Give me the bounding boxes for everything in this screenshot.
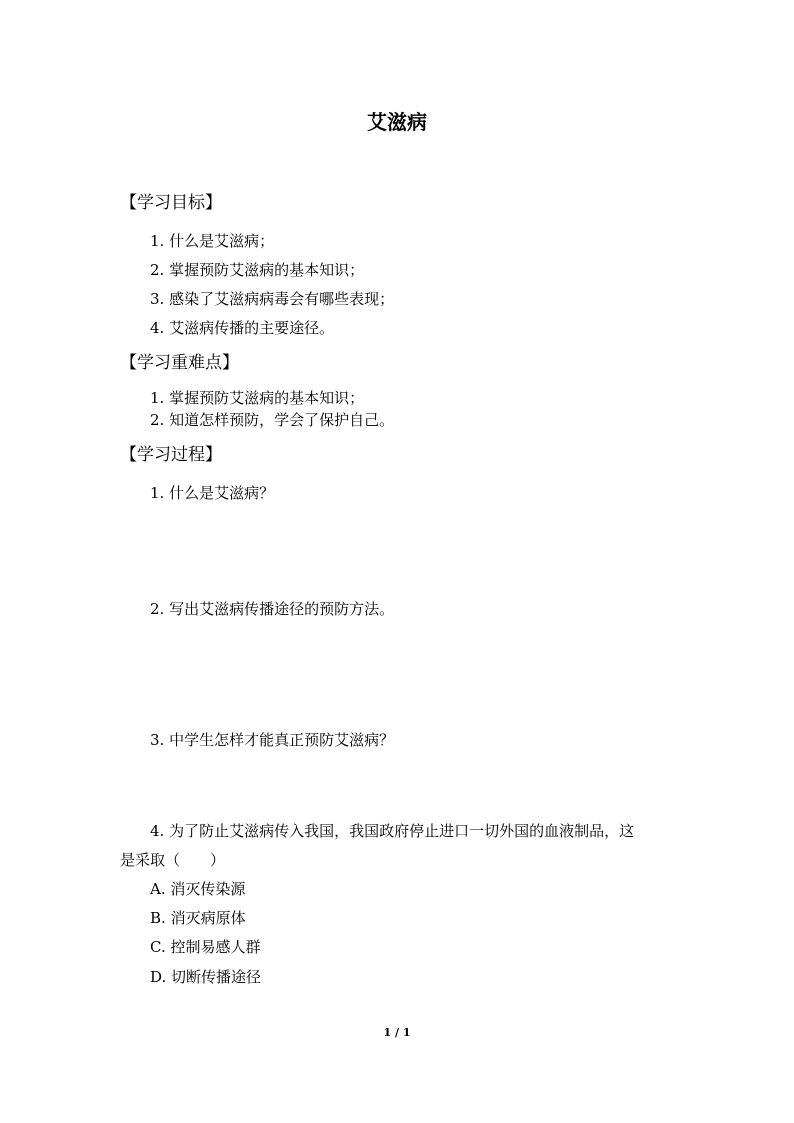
option-item [150, 936, 261, 957]
item-text: 写出艾滋病传播途径的预防方法。 [169, 600, 395, 618]
item-number: 2. [150, 411, 165, 429]
item-text: 什么是艾滋病？ [169, 484, 275, 502]
item-number: 3. [150, 731, 165, 749]
option-item [150, 907, 246, 928]
objective-item [150, 288, 394, 309]
option-item [150, 878, 245, 899]
item-number: 2. [150, 600, 165, 618]
process-heading: 【学习过程】 [120, 445, 222, 465]
item-text: 掌握预防艾滋病的基本知识； [169, 389, 365, 407]
option-letter: B. [150, 909, 166, 927]
item-text: 中学生怎样才能真正预防艾滋病？ [169, 731, 395, 749]
question-item [150, 598, 394, 619]
option-text: 消灭传染源 [170, 880, 246, 898]
option-text: 消灭病原体 [170, 909, 246, 927]
option-item [150, 966, 261, 987]
question-continuation: 是采取（ ） [120, 851, 226, 869]
item-text: 为了防止艾滋病传入我国，我国政府停止进口一切外国的血液制品，这 [169, 822, 635, 840]
objective-item [150, 230, 274, 251]
item-number: 4. [150, 319, 165, 337]
key-point-item [150, 387, 364, 408]
item-text: 知道怎样预防，学会了保护自己。 [169, 411, 395, 429]
question-item [150, 729, 394, 750]
item-text: 什么是艾滋病； [169, 232, 275, 250]
option-letter: D. [150, 968, 167, 986]
item-number: 1. [150, 389, 165, 407]
item-text: 艾滋病传播的主要途径。 [169, 319, 335, 337]
item-number: 2. [150, 261, 165, 279]
objective-item [150, 259, 364, 280]
key-points-heading: 【学习重难点】 [120, 353, 239, 373]
objective-item [150, 317, 334, 338]
item-number: 1. [150, 484, 165, 502]
page-title: 艾滋病 [367, 110, 427, 134]
page-number: 1 / 1 [383, 1026, 411, 1039]
key-point-item [150, 409, 394, 430]
option-letter: A. [150, 880, 166, 898]
item-number: 4. [150, 822, 165, 840]
option-text: 控制易感人群 [170, 938, 261, 956]
option-text: 切断传播途径 [171, 968, 262, 986]
question-item [150, 482, 274, 503]
item-text: 感染了艾滋病病毒会有哪些表现； [169, 290, 395, 308]
item-number: 3. [150, 290, 165, 308]
question-item [150, 820, 634, 841]
option-letter: C. [150, 938, 166, 956]
item-text: 掌握预防艾滋病的基本知识； [169, 261, 365, 279]
item-number: 1. [150, 232, 165, 250]
objectives-heading: 【学习目标】 [120, 193, 222, 213]
